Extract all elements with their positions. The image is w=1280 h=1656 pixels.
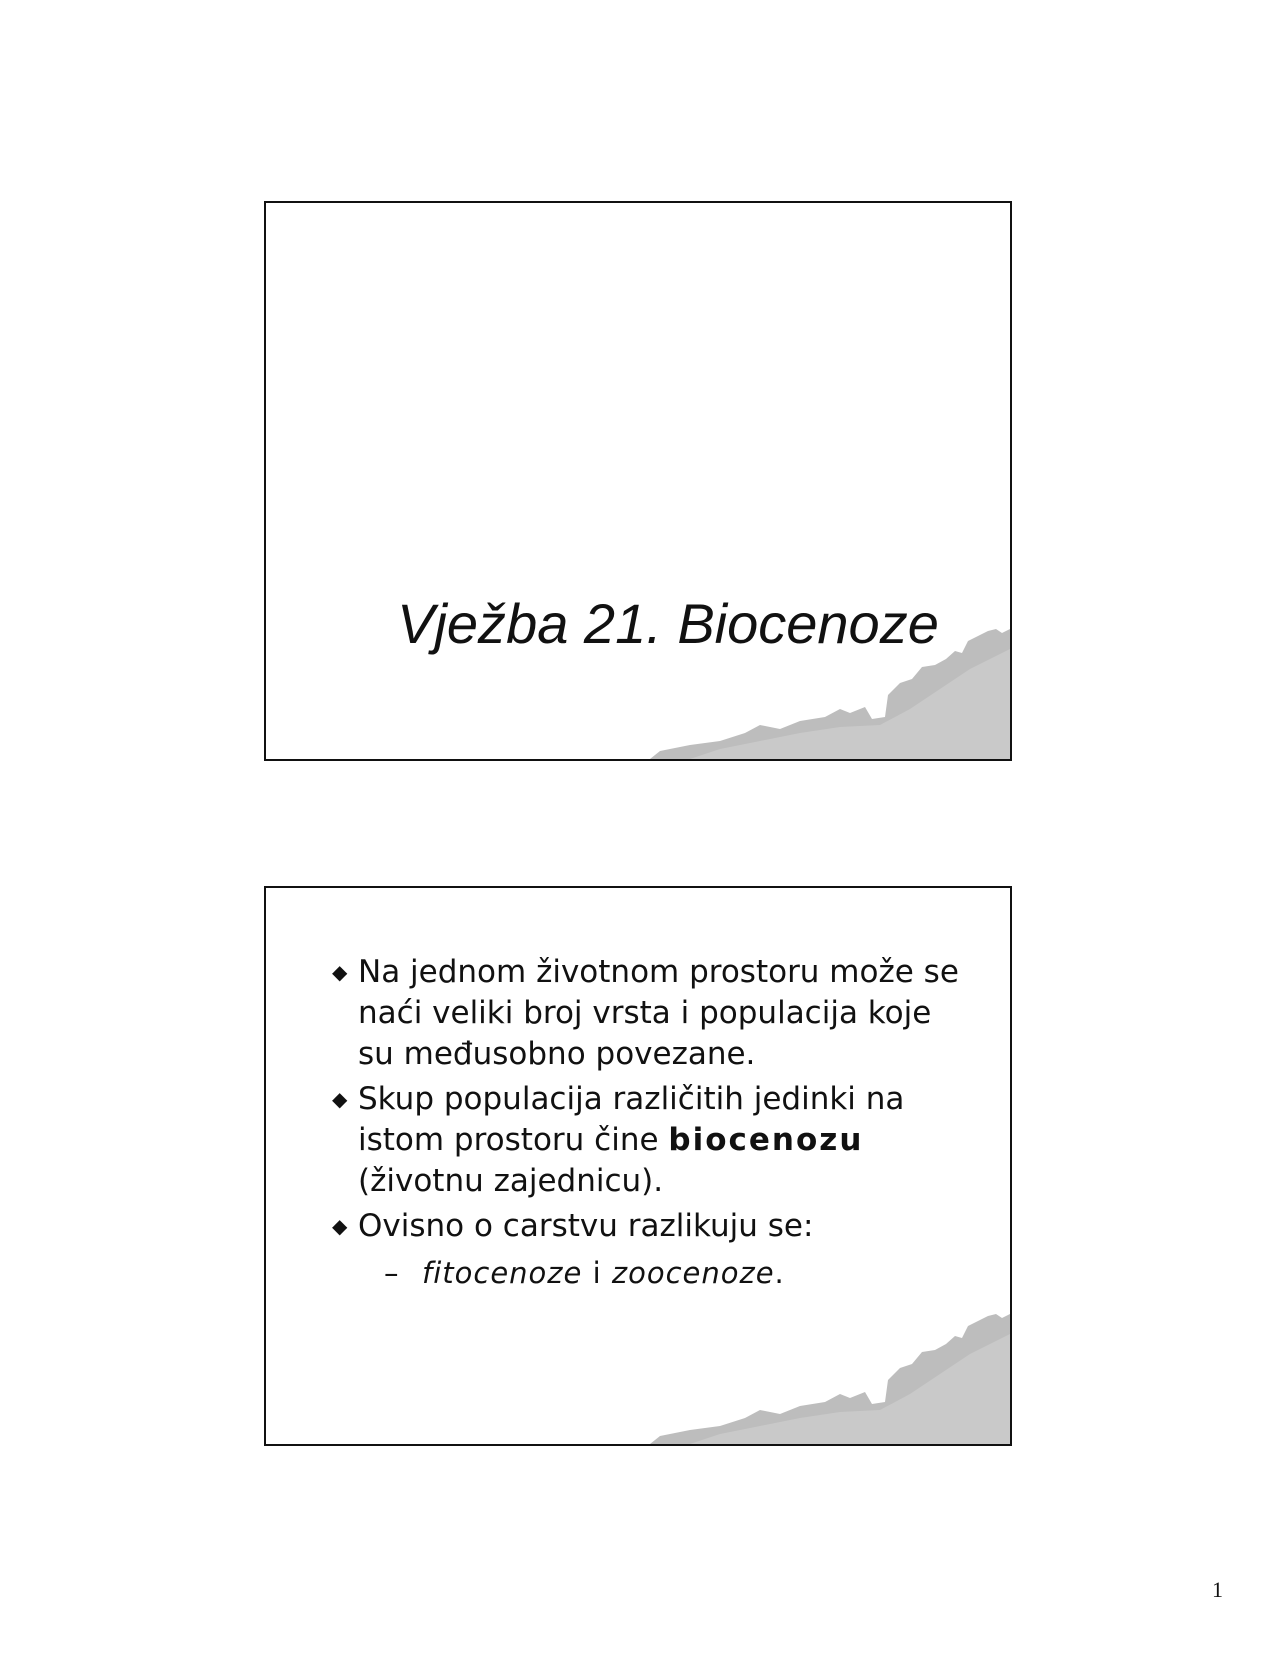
bullet-item: [332, 1079, 972, 1202]
slide-2: [264, 886, 1012, 1446]
slide-1: [264, 201, 1012, 761]
bullet-item: [332, 1206, 972, 1293]
diamond-bullet-icon: ◆: [332, 960, 348, 984]
page-number: 1: [1212, 1577, 1223, 1602]
sub-bullet: [358, 1253, 972, 1293]
bullet-text: (životnu zajednicu).: [358, 1163, 664, 1199]
diamond-bullet-icon: ◆: [332, 1214, 348, 1238]
dash-marker: –: [384, 1256, 400, 1290]
bullet-list: [332, 952, 972, 1297]
conjunction: i: [582, 1256, 612, 1290]
bold-term: biocenozu: [668, 1122, 864, 1158]
bullet-item: [332, 952, 972, 1075]
slide-title: Vježba 21. Biocenoze: [397, 592, 939, 655]
term-zoocenoze: zoocenoze: [611, 1256, 775, 1290]
period: .: [774, 1256, 785, 1290]
mountain-decoration: [650, 1314, 1010, 1444]
diamond-bullet-icon: ◆: [332, 1087, 348, 1111]
bullet-text: Skup populacija različitih jedinki na istom prostoru čine: [358, 1081, 905, 1158]
bullet-text: Ovisno o carstvu razlikuju se:: [358, 1208, 814, 1244]
term-fitocenoze: fitocenoze: [422, 1256, 583, 1290]
bullet-text: Na jednom životnom prostoru može se naći veliki broj vrsta i populacija koje su međusobno povezane.: [358, 954, 959, 1072]
